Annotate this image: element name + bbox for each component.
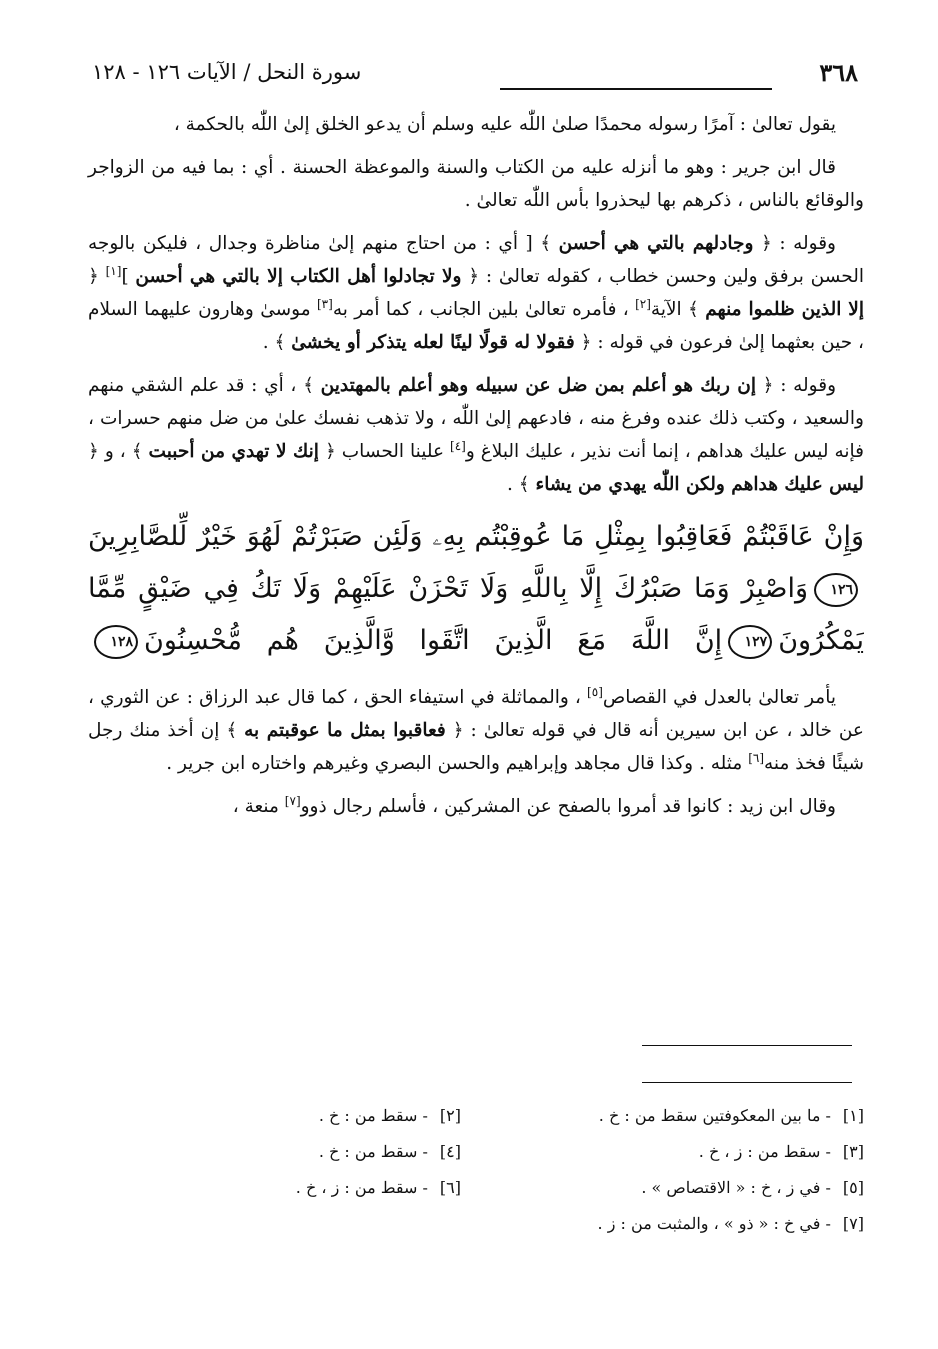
page-header (88, 52, 864, 108)
text-segment: ﴾ إن أخذ منك رجل شيئًا فخذ منه (88, 720, 864, 774)
ayah-number-marker: ١٢٦ (814, 573, 858, 607)
footnote-number: [٣] (842, 1142, 864, 1161)
footnote-3 (491, 1134, 864, 1170)
quoted-verse: ولا تجادلوا أهل الكتاب إلا بالتي هي أحسن (135, 266, 462, 287)
text-segment: ، فأمره تعالىٰ بلين الجانب ، كما أمر به (332, 299, 629, 320)
paragraph-5 (88, 681, 864, 780)
footnote-text: - في خ : « ذو » ، والمثبت من : ز . (597, 1214, 831, 1233)
quoted-verse: ليس عليك هداهم ولكن اللّٰه يهدي من يشاء (535, 474, 864, 495)
text-segment: موسىٰ وهارون عليهما السلام ، حين بعثهما إلىٰ فرعون في قوله : ﴿ (88, 299, 864, 353)
paragraph-6 (88, 790, 864, 823)
page-number: ٣٦٨ (819, 58, 858, 87)
footnote-ref-5[interactable]: [٥] (587, 684, 603, 699)
commentary-text (88, 108, 864, 501)
quran-verses-block (88, 511, 864, 667)
text-segment: ﴾ . (507, 474, 530, 495)
text-segment: وقال ابن زيد : كانوا قد أمروا بالصفح عن المشركين ، فأسلم رجال ذوو (300, 796, 836, 817)
text-segment: وقوله : ﴿ (762, 375, 837, 396)
header-rule (500, 88, 772, 90)
footnote-number: [٧] (842, 1214, 864, 1233)
text-segment: ﴾ ، أي : قد علم الشقي منهم والسعيد ، وكتب ذلك عنده وفرغ منه ، فادعهم إلىٰ اللّٰه ، ولا تذهب نفسك علىٰ من ضل منهم حسرات ، فإنه ليس عليك هداهم ، إنما أنت نذير ، عليك البلاغ و (88, 375, 864, 462)
footnote-number: [٦] (439, 1178, 461, 1197)
verse-line-1: وَإِنْ عَاقَبْتُمْ فَعَاقِبُوا بِمِثْلِ مَا عُوقِبْتُم بِهِۦ وَلَئِن صَبَرْتُمْ لَهُوَ خَيْرٌ لِّلصَّابِرِينَ (88, 521, 864, 552)
footnote-text: - ما بين المعكوفتين سقط من : خ . (598, 1106, 831, 1125)
text-segment: ﴿ (88, 266, 99, 287)
quoted-verse: وجادلهم بالتي هي أحسن (558, 233, 754, 254)
quoted-verse: إلا الذين ظلموا منهم (705, 299, 864, 320)
quoted-verse: فقولا له قولًا لينًا لعله يتذكر أو يخشىٰ (291, 332, 575, 353)
book-page (88, 52, 864, 1312)
footnote-number: [٤] (439, 1142, 461, 1161)
ayah-number-marker: ١٢٧ (728, 625, 772, 659)
text-segment: ﴾ . (262, 332, 286, 353)
footnote-2 (88, 1098, 461, 1134)
footnote-text: - سقط من : خ . (318, 1106, 428, 1125)
text-segment: مثله . وكذا قال مجاهد وإبراهيم والحسن البصري وغيرهم واختاره ابن جرير . (166, 753, 743, 774)
footnote-4 (88, 1134, 461, 1170)
text-segment: ، والمماثلة في استيفاء الحق ، كما قال عبد الرزاق : عن الثوري ، عن خالد ، عن ابن سيرين أنه قال في قوله تعالىٰ : ﴿ (88, 687, 864, 741)
footnote-text: - سقط من : ز ، خ . (698, 1142, 831, 1161)
footnote-ref-1[interactable]: [١] (105, 263, 122, 278)
text-segment: ﴾ الآية (650, 299, 699, 320)
footnote-6 (88, 1170, 461, 1206)
footnote-7 (491, 1206, 864, 1242)
paragraph-4 (88, 369, 864, 501)
paragraph-1: يقول تعالىٰ : آمرًا رسوله محمدًا صلىٰ اللّٰه عليه وسلم أن يدعو الخلق إلىٰ اللّٰه بالحكمة ، (173, 114, 836, 135)
verse-text: وَاصْبِرْ وَمَا صَبْرُكَ إِلَّا بِاللَّهِ وَلَا تَحْزَنْ عَلَيْهِمْ وَلَا تَكُ فِي ضَيْقٍ مِّمَّا (88, 573, 808, 604)
paragraph-3 (88, 227, 864, 359)
footnote-number: [٥] (842, 1178, 864, 1197)
commentary-text-continued (88, 681, 864, 823)
text-segment: ] (121, 266, 129, 287)
text-segment: وقوله : ﴿ (760, 233, 836, 254)
paragraph-2: قال ابن جرير : وهو ما أنزله عليه من الكتاب والسنة والموعظة الحسنة . أي : بما فيه من الزواجر والوقائع بالناس ، ذكرهم بها ليحذروا بأس اللّٰه تعالىٰ . (88, 157, 864, 211)
text-segment: ﴾ [ أي : من احتاج منهم إلىٰ مناظرة وجدال ، فليكن بالوجه الحسن برفق ولين وحسن خطاب ، كقوله تعالىٰ : ﴿ (88, 233, 864, 287)
verse-text: إِنَّ اللَّهَ مَعَ الَّذِينَ اتَّقَوا وَّالَّذِينَ هُم مُّحْسِنُونَ (144, 625, 723, 656)
footnote-1 (491, 1098, 864, 1134)
text-segment: علينا الحساب ﴿ (324, 441, 444, 462)
footnote-number: [٢] (439, 1106, 461, 1125)
text-segment: يأمر تعالىٰ بالعدل في القصاص (602, 687, 836, 708)
footnote-ref-3[interactable]: [٣] (316, 296, 333, 311)
footnotes (88, 1098, 864, 1242)
footnote-ref-6[interactable]: [٦] (748, 750, 765, 765)
footnote-number: [١] (842, 1106, 864, 1125)
quoted-verse: فعاقبوا بمثل ما عوقبتم به (244, 720, 446, 741)
quoted-verse: إنك لا تهدي من أحببت (148, 441, 319, 462)
quoted-verse: إن ربك هو أعلم بمن ضل عن سبيله وهو أعلم بالمهتدين (320, 375, 756, 396)
verse-line-3 (88, 615, 864, 667)
footnote-ref-7[interactable]: [٧] (284, 793, 301, 808)
footnote-text: - سقط من : ز ، خ . (295, 1178, 428, 1197)
footnote-text: - سقط من : خ . (318, 1142, 428, 1161)
verse-text: يَمْكُرُونَ (778, 625, 864, 656)
footnote-5 (491, 1170, 864, 1206)
text-segment: ﴾ ، و ﴿ (88, 441, 143, 462)
running-title: سورة النحل / الآيات ١٢٦ - ١٢٨ (92, 60, 362, 84)
footnotes-divider (642, 1082, 852, 1083)
footnote-text: - في ز ، خ : « الاقتصاص » . (641, 1178, 831, 1197)
footnote-ref-4[interactable]: [٤] (450, 438, 466, 453)
ayah-number-marker: ١٢٨ (94, 625, 138, 659)
divider-line (642, 1045, 852, 1046)
text-segment: منعة ، (232, 796, 279, 817)
verse-line-2 (88, 563, 864, 615)
footnote-ref-2[interactable]: [٢] (635, 296, 651, 311)
